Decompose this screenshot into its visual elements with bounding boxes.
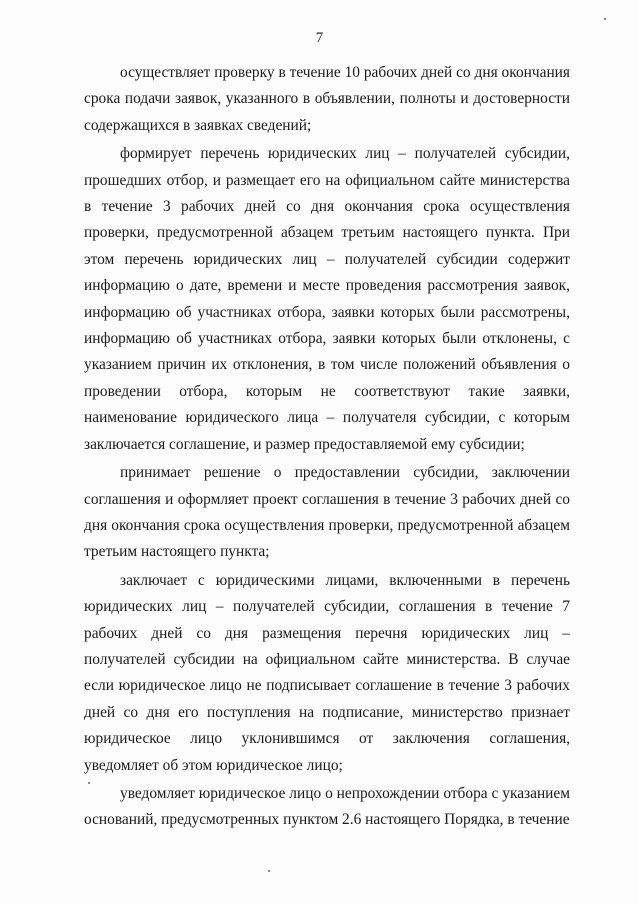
page-number: 7 — [315, 30, 324, 46]
scan-speck — [268, 870, 270, 872]
paragraph-recipient-list: формирует перечень юридических лиц – получателей субсидии, прошедших отбор, и размещает его на официальном сайте министерства в течение 3 рабочих дней со дня окончания срока осуществления проверки, предусмотренной абзацем третьим настоящего пункта. При этом перечень юридических лиц – получателей субсидии содержит информацию о дате, времени и месте проведения рассмотрения заявок, информацию об участниках отбора, заявки которых были рассмотрены, информацию об участниках отбора, заявки которых были отклонены, с указанием причин их отклонения, в том числе положений объявления о проведении отбора, которым не соответствуют такие заявки, наименование юридического лица – получателя субсидии, с которым заключается соглашение, и размер предоставляемой ему субсидии; — [84, 145, 570, 453]
paragraph-decision: принимает решение о предоставлении субсидии, заключении соглашения и оформляет проект соглашения в течение 3 рабочих дней со дня окончания срока осуществления проверки, предусмотренной абзацем третьим настоящего пункта; — [84, 464, 570, 561]
scan-speck — [88, 782, 90, 784]
paragraph-notification: уведомляет юридическое лицо о непрохождении отбора с указанием оснований, предусмотренных пунктом 2.6 настоящего Порядка, в течение — [84, 784, 570, 829]
scan-speck — [604, 18, 606, 20]
paragraph-verification: осуществляет проверку в течение 10 рабочих дней со дня окончания срока подачи заявок, указанного в объявлении, полноты и достоверности содержащихся в заявках сведений; — [84, 64, 570, 134]
page-body — [84, 60, 570, 834]
paragraph-agreement: заключает с юридическими лицами, включенными в перечень юридических лиц – получателей субсидии, соглашения в течение 7 рабочих дней со дня размещения перечня юридических лиц – получателей субсидии на официальном сайте министерства. В случае если юридическое лицо не подписывает соглашение в течение 3 рабочих дней со дня его поступления на подписание, министерство признает юридическое лицо уклонившимся от заключения соглашения, уведомляет об этом юридическое лицо; — [84, 571, 570, 774]
